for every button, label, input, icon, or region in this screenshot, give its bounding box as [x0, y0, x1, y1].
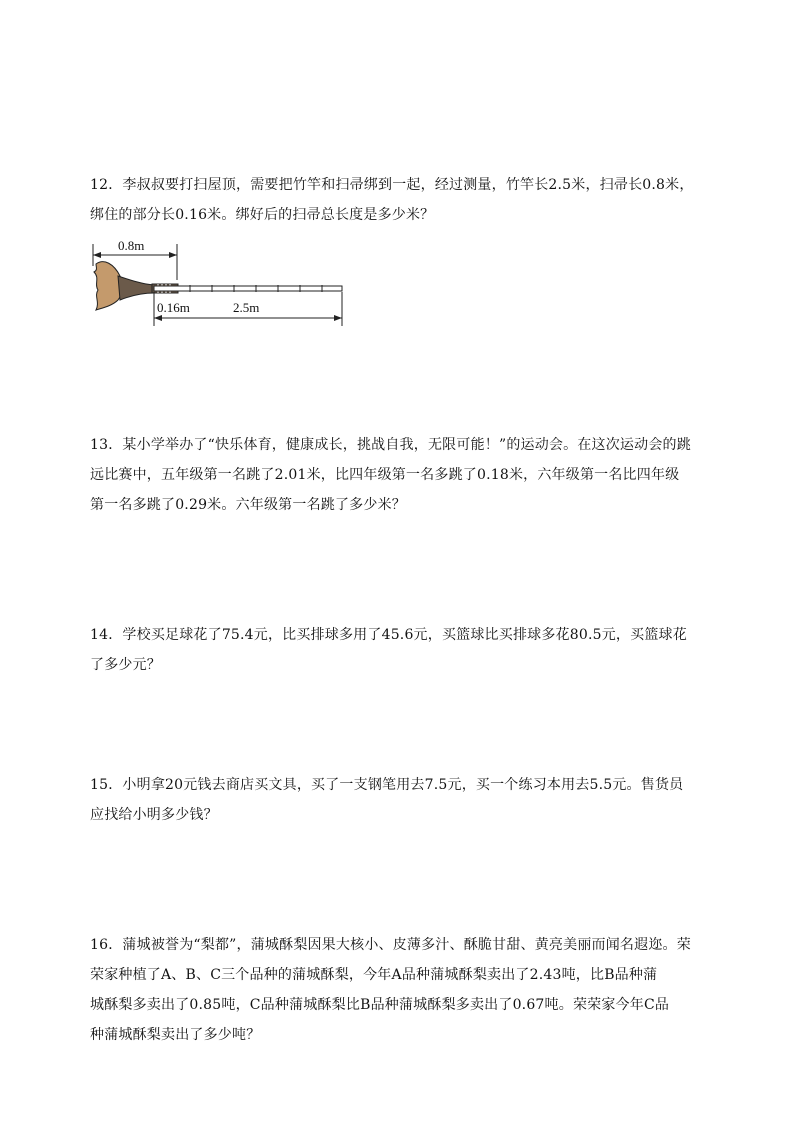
broom-neck-icon	[118, 276, 154, 300]
problem-line: 远比赛中，五年级第一名跳了2.01米，比四年级第一名多跳了0.18米，六年级第一名比四年级	[90, 467, 680, 483]
bamboo-pole	[154, 286, 342, 291]
problem-line: 15．小明拿20元钱去商店买文具，买了一支钢笔用去7.5元，买一个练习本用去5.5元。售货员	[90, 777, 684, 793]
problem-16	[90, 930, 710, 1050]
broom-pole-diagram	[90, 240, 350, 330]
problem-line: 了多少元？	[90, 657, 161, 673]
problem-line: 应找给小明多少钱？	[90, 807, 218, 823]
arrow-head-icon	[93, 252, 101, 258]
problem-13	[90, 430, 710, 520]
overlap-label: 0.16m	[157, 300, 190, 315]
problem-15	[90, 770, 710, 830]
problem-line: 城酥梨多卖出了0.85吨，C品种蒲城酥梨比B品种蒲城酥梨多卖出了0.67吨。荣荣家今年C品	[90, 997, 670, 1013]
problem-line: 14．学校买足球花了75.4元，比买排球多用了45.6元，买篮球比买排球多花80.5元，买篮球花	[90, 627, 687, 643]
problem-14	[90, 620, 710, 680]
broom-length-label: 0.8m	[118, 240, 145, 253]
problem-12	[90, 170, 710, 230]
arrow-head-icon	[154, 315, 162, 321]
problem-line: 16．蒲城被誉为“梨都”，蒲城酥梨因果大核小、皮薄多汁、酥脆甘甜、黄亮美丽而闻名遐迩。荣	[90, 937, 691, 953]
problem-line: 荣家种植了A、B、C三个品种的蒲城酥梨，今年A品种蒲城酥梨卖出了2.43吨，比B品种蒲	[90, 967, 658, 983]
arrow-head-icon	[169, 252, 177, 258]
arrow-head-icon	[334, 315, 342, 321]
problem-line: 13．某小学举办了“快乐体育，健康成长，挑战自我，无限可能！”的运动会。在这次运动会的跳	[90, 437, 691, 453]
problem-line: 绑住的部分长0.16米。绑好后的扫帚总长度是多少米？	[90, 207, 435, 223]
pole-length-label: 2.5m	[233, 300, 260, 315]
problem-line: 种蒲城酥梨卖出了多少吨？	[90, 1027, 261, 1043]
problem-line: 第一名多跳了0.29米。六年级第一名跳了多少米？	[90, 497, 406, 513]
broom-pole-svg	[90, 240, 350, 330]
problem-line: 12．李叔叔要打扫屋顶，需要把竹竿和扫帚绑到一起，经过测量，竹竿长2.5米，扫帚长0.8米，	[90, 177, 694, 193]
